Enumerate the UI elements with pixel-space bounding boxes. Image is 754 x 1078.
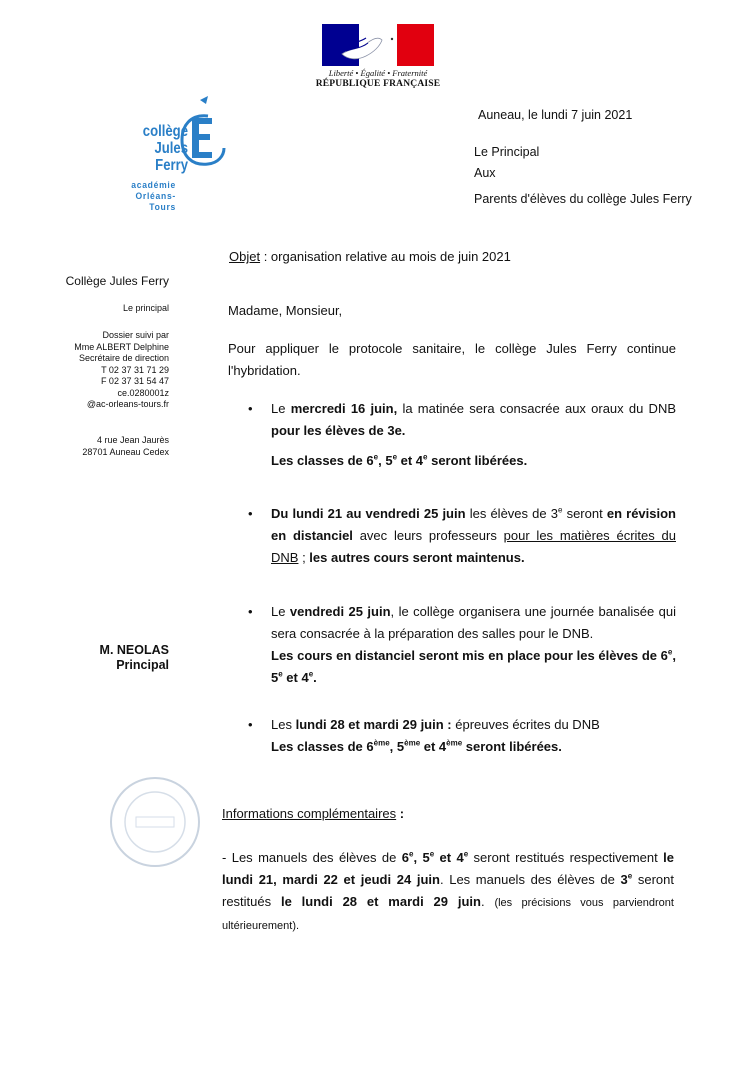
- objet-label: Objet: [229, 249, 261, 264]
- text-run: , 5: [378, 453, 393, 468]
- text-run: seront restitués respectivement: [468, 850, 664, 865]
- address-line: 4 rue Jean Jaurès: [96, 435, 169, 445]
- text-run: , 5: [389, 739, 405, 754]
- sidebar-address: [82, 435, 169, 458]
- text-run: mercredi 16 juin,: [290, 401, 398, 416]
- text-run: et 4: [397, 453, 424, 468]
- sidebar-role: Le principal: [122, 303, 169, 313]
- sup-run: e: [392, 452, 398, 462]
- text-run: .: [313, 670, 317, 685]
- bullet-icon: •: [248, 506, 253, 521]
- text-run: en révision en distanciel: [271, 506, 677, 543]
- text-run: épreuves écrites du DNB: [451, 717, 600, 732]
- sup-run: e: [373, 452, 379, 462]
- sup-run: e: [278, 669, 283, 679]
- info-title: Informations complémentaires: [222, 806, 397, 821]
- letter-intro: Pour appliquer le protocole sanitaire, le collège Jules Ferry continue l'hybridation.: [228, 341, 676, 378]
- info-paragraph: [222, 847, 674, 937]
- bullet-icon: •: [248, 401, 253, 416]
- text-run: pour les matières écrites du DNB: [271, 528, 676, 565]
- dossier-line: @ac-orleans-tours.fr: [86, 399, 169, 409]
- text-run: et 4: [434, 850, 464, 865]
- letter-recipients: Parents d'élèves du collège Jules Ferry: [474, 192, 692, 206]
- text-run: seront restitués: [222, 872, 674, 909]
- list-item-text: [271, 601, 676, 645]
- list-item: [248, 714, 676, 758]
- text-run: et 4: [420, 739, 447, 754]
- signature-block: [100, 643, 169, 673]
- text-run: le lundi 28 et mardi 29 juin: [280, 894, 481, 909]
- text-run: Les cours en distanciel seront mis en place pour les élèves de 6: [271, 648, 668, 663]
- logo-academie-word: académie: [131, 180, 176, 191]
- text-run: Du lundi 21 au vendredi 25 juin: [271, 506, 466, 521]
- sidebar-dossier-info: [74, 330, 169, 411]
- text-run: . Les manuels des élèves de: [439, 872, 621, 887]
- academie-logo-text: [126, 180, 176, 213]
- text-run: - Les manuels des élèves de: [222, 850, 402, 865]
- text-run: seront: [562, 506, 607, 521]
- dossier-line: ce.0280001z: [117, 387, 169, 398]
- sup-run: ème: [446, 738, 463, 748]
- text-run: :: [396, 806, 405, 821]
- list-item-text: [271, 450, 676, 472]
- text-run: Les: [271, 717, 296, 732]
- text-run: , 5: [271, 648, 676, 685]
- text-run: la matinée sera consacrée aux oraux du DNB: [397, 401, 677, 416]
- bullet-icon: •: [248, 604, 253, 619]
- text-run: Les classes de 6: [271, 739, 374, 754]
- logo-college-name: Jules Ferry: [154, 140, 188, 174]
- text-run: .: [480, 894, 495, 909]
- text-run: vendredi 25 juin: [289, 604, 391, 619]
- list-item-text: [271, 714, 676, 736]
- sup-run: ème: [404, 738, 421, 748]
- marianne-logo-icon: [322, 24, 434, 66]
- objet-text: : organisation relative au mois de juin 2021: [260, 249, 511, 264]
- dossier-line: Secrétaire de direction: [78, 353, 169, 363]
- list-item-text: [271, 645, 676, 689]
- sup-run: ème: [373, 738, 390, 748]
- signature-name: M. NEOLAS: [99, 643, 169, 657]
- text-run: Les classes de 6: [271, 453, 374, 468]
- info-heading: [222, 803, 404, 825]
- list-item: [248, 503, 676, 569]
- sidebar-college-name: Collège Jules Ferry: [65, 274, 169, 288]
- dossier-line: Dossier suivi par: [102, 330, 169, 340]
- text-run: le lundi 21, mardi 22 et jeudi 24 juin: [222, 850, 674, 887]
- sup-run: e: [557, 505, 563, 515]
- sup-run: e: [429, 849, 435, 859]
- list-item-text: [271, 736, 676, 758]
- list-item: [248, 398, 676, 472]
- list-item-text: [271, 503, 676, 569]
- sup-run: e: [308, 669, 314, 679]
- text-run: pour les élèves de 3e.: [271, 423, 406, 438]
- text-run: Le: [271, 604, 290, 619]
- devise-text: Liberté • Égalité • Fraternité: [328, 68, 428, 78]
- faint-stamp-icon: [108, 775, 203, 870]
- text-run: seront libérées.: [462, 739, 562, 754]
- sup-run: e: [667, 647, 673, 657]
- list-item: [248, 601, 676, 689]
- sup-run: e: [423, 452, 428, 462]
- text-run: seront libérées.: [427, 453, 528, 468]
- letter-objet: [229, 246, 511, 268]
- college-e-logo-icon: [178, 96, 226, 176]
- text-run: ;: [298, 550, 310, 565]
- text-run: les autres cours seront maintenus.: [309, 550, 525, 565]
- logo-region: Orléans-Tours: [135, 191, 176, 213]
- text-run: 3: [620, 872, 628, 887]
- text-run: les élèves de 3: [465, 506, 558, 521]
- text-run: (les précisions vous parviendront ultérieurement).: [222, 897, 674, 932]
- letter-date: Auneau, le lundi 7 juin 2021: [478, 108, 633, 122]
- dossier-line: F 02 37 31 54 47: [100, 376, 169, 386]
- address-line: 28701 Auneau Cedex: [82, 446, 169, 457]
- letter-salutation: Madame, Monsieur,: [228, 303, 343, 318]
- text-run: lundi 28 et mardi 29 juin :: [295, 717, 452, 732]
- text-run: 6: [401, 850, 409, 865]
- letter-to: Aux: [474, 166, 496, 180]
- text-run: et 4: [282, 670, 309, 685]
- text-run: Le: [271, 401, 291, 416]
- sup-run: e: [409, 849, 414, 859]
- bullet-icon: •: [248, 717, 253, 732]
- logo-college-word: collège: [142, 123, 188, 140]
- dossier-line: Mme ALBERT Delphine: [74, 341, 169, 352]
- letter-from: Le Principal: [474, 145, 540, 159]
- republique-francaise-text: RÉPUBLIQUE FRANÇAISE: [315, 79, 441, 89]
- dossier-line: T 02 37 31 71 29: [101, 364, 169, 375]
- sup-run: e: [627, 871, 633, 881]
- sup-run: e: [463, 849, 469, 859]
- signature-title: Principal: [116, 658, 169, 672]
- list-item-text: [271, 398, 676, 442]
- text-run: , 5: [413, 850, 430, 865]
- text-run: avec leurs professeurs: [352, 528, 504, 543]
- text-run: , le collège organisera une journée banalisée qui sera consacrée à la préparation des salles pour le DNB.: [271, 604, 676, 641]
